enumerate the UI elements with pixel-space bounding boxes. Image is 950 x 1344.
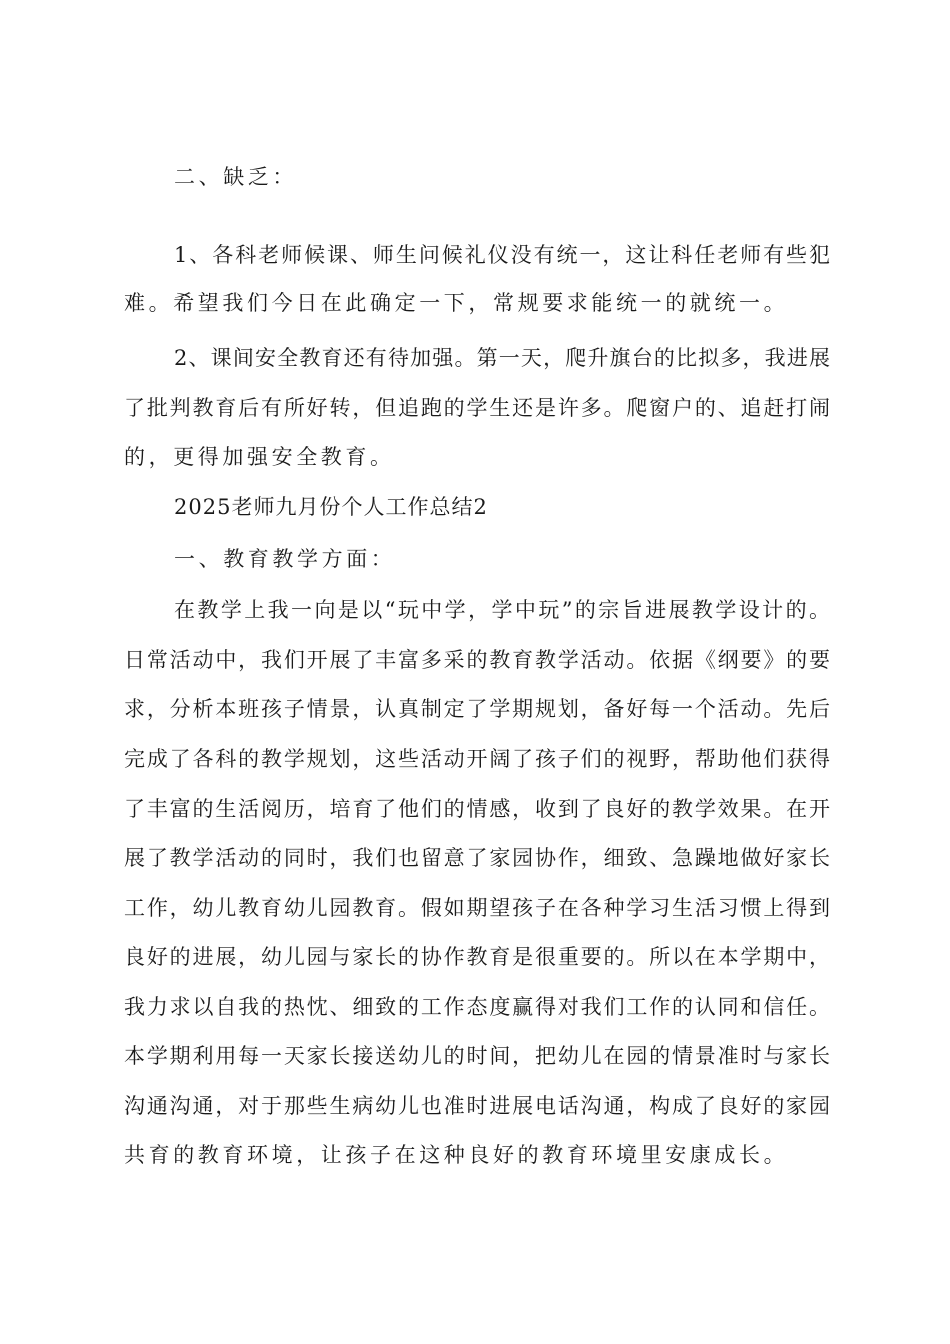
paragraph-line: 的，更得加强安全教育。 — [124, 445, 395, 469]
paragraph-line: 本学期利用每一天家长接送幼儿的时间，把幼儿在园的情景准时与家长 — [124, 1044, 830, 1068]
paragraph-line: 工作，幼儿教育幼儿园教育。假如期望孩子在各种学习生活习惯上得到 — [124, 896, 830, 920]
paragraph-line: 了批判教育后有所好转，但追跑的学生还是许多。爬窗户的、追赶打闹 — [124, 396, 830, 420]
paragraph-line: 2、课间安全教育还有待加强。第一天，爬升旗台的比拟多，我进展 — [174, 346, 830, 370]
paragraph-line: 良好的进展，幼儿园与家长的协作教育是很重要的。所以在本学期中， — [124, 945, 830, 969]
paragraph-line: 完成了各科的教学规划，这些活动开阔了孩子们的视野，帮助他们获得 — [124, 747, 830, 771]
section-heading-teaching: 一、教育教学方面： — [174, 547, 396, 571]
section-heading-shortcomings: 二、缺乏： — [174, 165, 297, 189]
paragraph-line: 1、各科老师候课、师生问候礼仪没有统一，这让科任老师有些犯 — [174, 243, 830, 267]
paragraph-line: 沟通沟通，对于那些生病幼儿也准时进展电话沟通，构成了良好的家园 — [124, 1094, 830, 1118]
paragraph-line: 在教学上我一向是以“玩中学，学中玩”的宗旨进展教学设计的。 — [174, 598, 830, 622]
paragraph-line: 日常活动中，我们开展了丰富多采的教育教学活动。依据《纲要》的要 — [124, 648, 830, 672]
paragraph-line: 了丰富的生活阅历，培育了他们的情感，收到了良好的教学效果。在开 — [124, 797, 830, 821]
paragraph-line: 展了教学活动的同时，我们也留意了家园协作，细致、急躁地做好家长 — [124, 846, 830, 870]
document-subtitle: 2025老师九月份个人工作总结2 — [174, 495, 488, 519]
paragraph-line: 求，分析本班孩子情景，认真制定了学期规划，备好每一个活动。先后 — [124, 697, 830, 721]
paragraph-line: 我力求以自我的热忱、细致的工作态度赢得对我们工作的认同和信任。 — [124, 995, 830, 1019]
paragraph-line: 共育的教育环境，让孩子在这种良好的教育环境里安康成长。 — [124, 1143, 789, 1167]
paragraph-line: 难。希望我们今日在此确定一下，常规要求能统一的就统一。 — [124, 291, 789, 315]
